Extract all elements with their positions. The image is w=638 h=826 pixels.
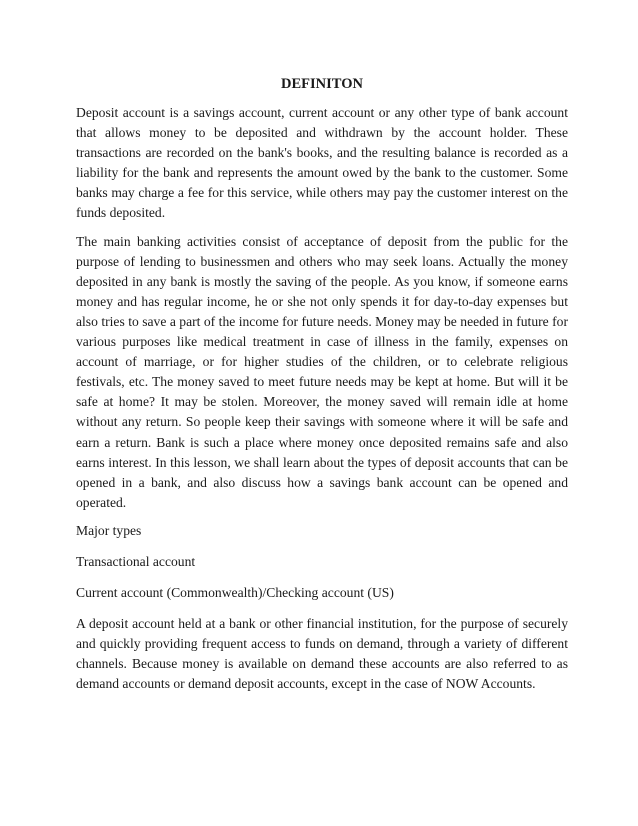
- paragraph-current-account: A deposit account held at a bank or other financial institution, for the purpose of securely and quickly providing frequent access to funds on demand, through a variety of different channels. Because money is available on demand these accounts are also referred to as demand accounts or demand deposit accounts, except in the case of NOW Accounts.: [76, 615, 568, 692]
- heading-major-types: Major types: [76, 522, 142, 538]
- heading-transactional-account: Transactional account: [76, 553, 196, 569]
- heading-current-account: Current account (Commonwealth)/Checking account (US): [76, 584, 394, 600]
- paragraph-banking-activities: The main banking activities consist of acceptance of deposit from the public for the purpose of lending to businessmen and others who may seek loans. Actually the money deposited in any bank is mostly the saving of the people. As you know, if someone earns money and has regular income, he or she not only spends it for day-to-day expenses but also tries to save a part of the income for future needs. Money may be needed in future for various purposes like medical treatment in case of illness in the family, expenses on account of marriage, or for higher studies of the children, or to celebrate religious festivals, etc. The money saved to meet future needs may be kept at home. But will it be safe at home? It may be stolen. Moreover, the money saved will remain idle at home without any return. So people keep their savings with someone where it will be safe and earn a return. Bank is such a place where money once deposited remains safe and also earns interest. In this lesson, we shall learn about the types of deposit accounts that can be opened in a bank, and also discuss how a savings bank account can be opened and operated.: [76, 233, 568, 510]
- paragraph-definition: Deposit account is a savings account, current account or any other type of bank account that allows money to be deposited and withdrawn by the account holder. These transactions are recorded on the bank's books, and the resulting balance is recorded as a liability for the bank and represents the amount owed by the bank to the customer. Some banks may charge a fee for this service, while others may pay the customer interest on the funds deposited.: [76, 105, 568, 221]
- document-title: DEFINITON: [281, 76, 363, 92]
